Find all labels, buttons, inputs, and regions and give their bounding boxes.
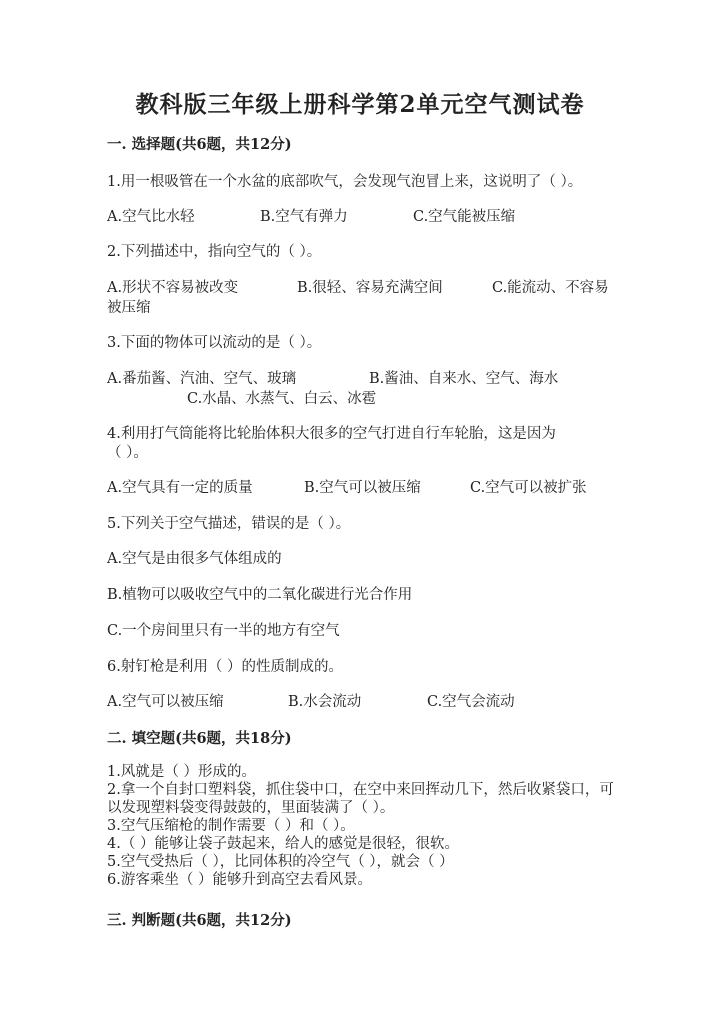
fill-line-6: 5.空气受热后（ ），比同体积的冷空气（ ），就会（ ）	[107, 854, 454, 870]
section-2-header: 二. 填空题(共6题，共18分)	[107, 730, 292, 747]
q3-option-b: B.酱油、自来水、空气、海水	[369, 371, 559, 387]
fill-line-7: 6.游客乘坐（ ）能够升到高空去看风景。	[107, 872, 372, 888]
q5-option-c: C.一个房间里只有一半的地方有空气	[107, 623, 340, 639]
section-1-header: 一. 选择题(共6题，共12分)	[107, 136, 292, 153]
q4-option-c: C.空气可以被扩张	[470, 480, 587, 496]
fill-line-2: 2.拿一个自封口塑料袋，抓住袋中口，在空中来回挥动几下，然后收紧袋口，可	[107, 782, 614, 798]
q3-option-a: A.番茄酱、汽油、空气、玻璃	[107, 371, 297, 387]
question-1: 1.用一根吸管在一个水盆的底部吹气，会发现气泡冒上来，这说明了（ ）。	[107, 174, 583, 190]
q6-option-b: B.水会流动	[288, 694, 362, 710]
q1-option-b: B.空气有弹力	[260, 209, 348, 225]
fill-line-4: 3.空气压缩枪的制作需要（ ）和（ ）。	[107, 818, 355, 834]
exam-title: 教科版三年级上册科学第2单元空气测试卷	[135, 91, 585, 118]
q4-option-a: A.空气具有一定的质量	[107, 480, 253, 496]
question-6: 6.射钉枪是利用（ ）的性质制成的。	[107, 659, 343, 675]
q2-option-c-cont: 被压缩	[107, 300, 151, 316]
question-3: 3.下面的物体可以流动的是（ ）。	[107, 335, 322, 351]
question-2: 2.下列描述中，指向空气的（ ）。	[107, 244, 322, 260]
q2-option-b: B.很轻、容易充满空间	[297, 280, 443, 296]
q1-option-a: A.空气比水轻	[107, 209, 195, 225]
question-4-cont: （ ）。	[107, 445, 148, 461]
q1-option-c: C.空气能被压缩	[413, 209, 516, 225]
fill-line-1: 1.风就是（ ）形成的。	[107, 764, 256, 780]
fill-line-3: 以发现塑料袋变得鼓鼓的，里面装满了（ ）。	[107, 800, 395, 816]
q2-option-c: C.能流动、不容易	[492, 280, 609, 296]
fill-line-5: 4.（ ）能够让袋子鼓起来，给人的感觉是很轻，很软。	[107, 836, 459, 852]
question-5: 5.下列关于空气描述，错误的是（ ）。	[107, 516, 351, 532]
q6-option-a: A.空气可以被压缩	[107, 694, 224, 710]
q4-option-b: B.空气可以被压缩	[304, 480, 421, 496]
q5-option-a: A.空气是由很多气体组成的	[107, 551, 282, 567]
section-3-header: 三. 判断题(共6题，共12分)	[107, 912, 292, 929]
q5-option-b: B.植物可以吸收空气中的二氧化碳进行光合作用	[107, 587, 413, 603]
q3-option-c: C.水晶、水蒸气、白云、冰雹	[187, 391, 377, 407]
question-4: 4.利用打气筒能将比轮胎体积大很多的空气打进自行车轮胎，这是因为	[107, 426, 556, 442]
q2-option-a: A.形状不容易被改变	[107, 280, 239, 296]
q6-option-c: C.空气会流动	[427, 694, 515, 710]
